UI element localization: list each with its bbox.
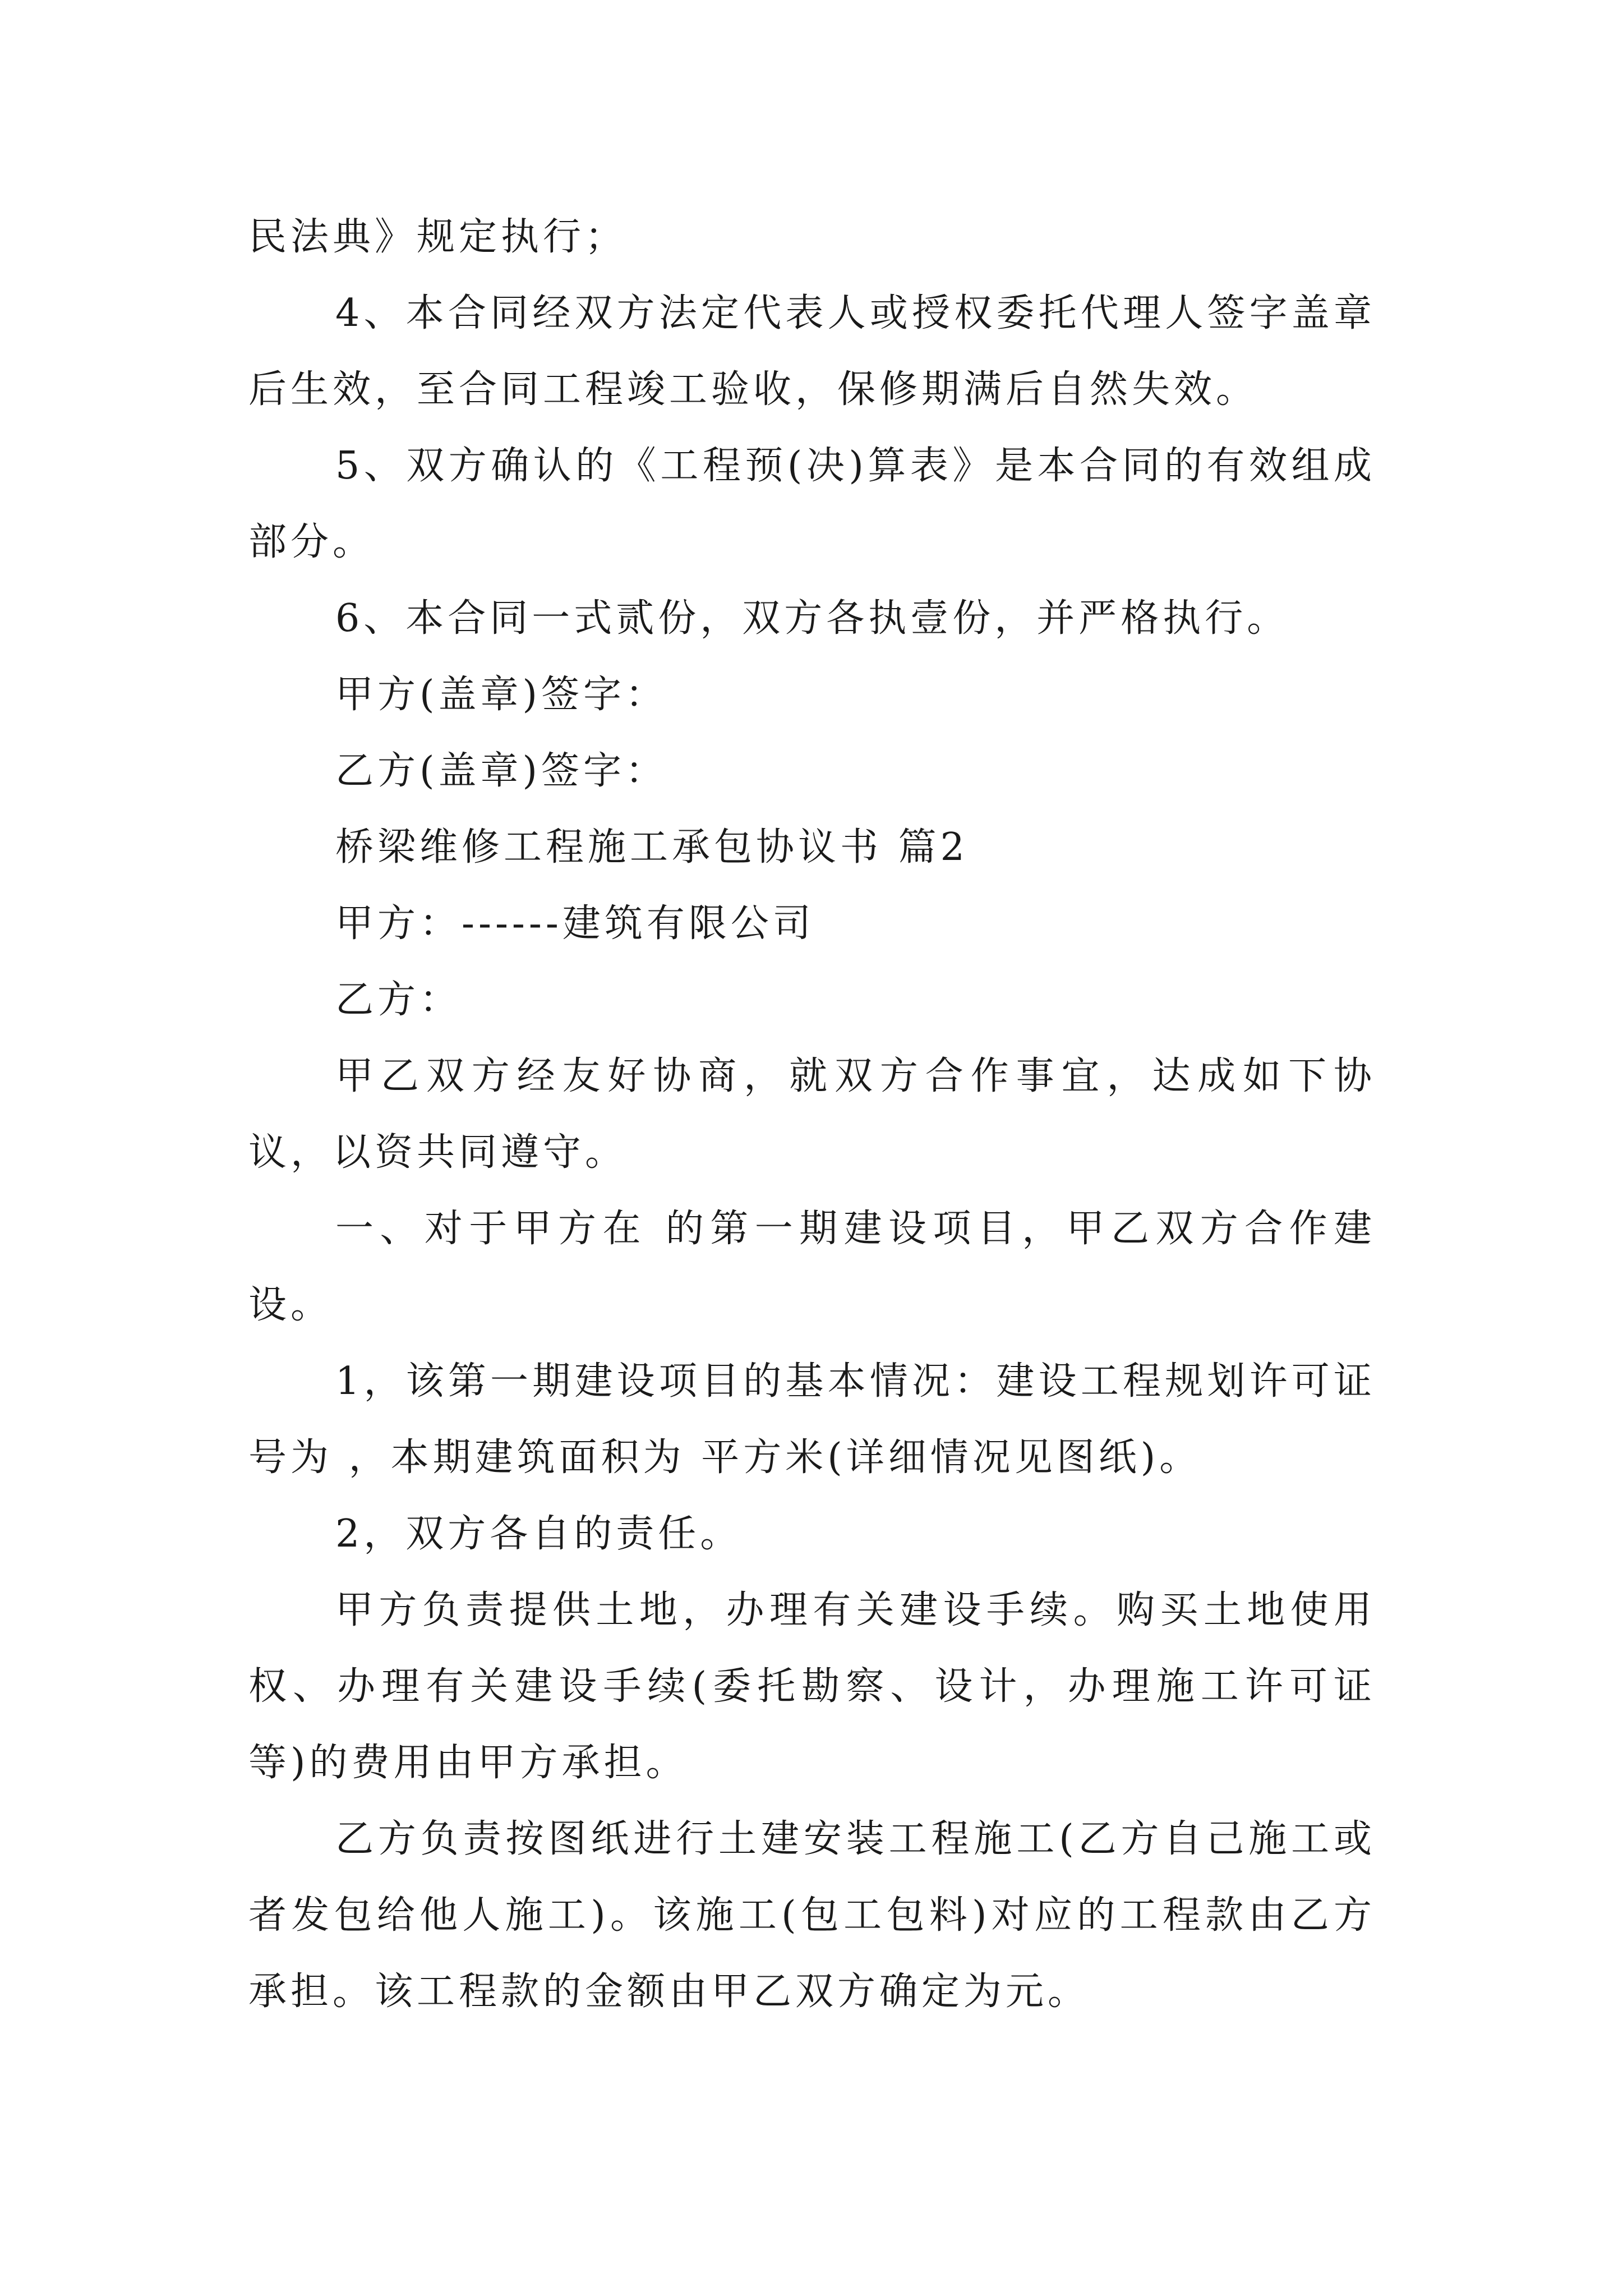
paragraph-party-a-duties: 甲方负责提供土地，办理有关建设手续。购买土地使用权、办理有关建设手续(委托勘察、设计，办理施工许可证等)的费用由甲方承担。 (248, 1588, 1376, 1785)
paragraph-continuation: 民法典》规定执行； (248, 215, 628, 259)
party-a-signature-line: 甲方(盖章)签字： (335, 673, 668, 717)
paragraph-item-2: 2，双方各自的责任。 (335, 1512, 743, 1556)
paragraph-party-b-duties: 乙方负责按图纸进行土建安装工程施工(乙方自己施工或者发包给他人施工)。该施工(包工包料)对应的工程款由乙方承担。该工程款的金额由甲乙双方确定为元。 (248, 1817, 1376, 2014)
paragraph-intro: 甲乙双方经友好协商，就双方合作事宜，达成如下协议，以资共同遵守。 (248, 1054, 1376, 1175)
paragraph-clause-6: 6、本合同一式贰份，双方各执壹份，并严格执行。 (335, 596, 1289, 641)
party-b-signature-line: 乙方(盖章)签字： (335, 749, 668, 793)
paragraph-clause-5: 5、双方确认的《工程预(决)算表》是本合同的有效组成部分。 (248, 444, 1376, 564)
paragraph-item-1: 1，该第一期建设项目的基本情况：建设工程规划许可证号为 ，本期建筑面积为 平方米(详细情况见图纸)。 (248, 1359, 1376, 1480)
document-body (248, 199, 1376, 2030)
party-b-line: 乙方： (335, 978, 462, 1022)
paragraph-article-1: 一、对于甲方在 的第一期建设项目，甲乙双方合作建设。 (248, 1207, 1376, 1327)
paragraph-clause-4: 4、本合同经双方法定代表人或授权委托代理人签字盖章后生效，至合同工程竣工验收，保修期满后自然失效。 (248, 291, 1376, 412)
party-a-line: 甲方：------建筑有限公司 (335, 901, 815, 946)
section-heading: 桥梁维修工程施工承包协议书 篇2 (335, 825, 969, 869)
